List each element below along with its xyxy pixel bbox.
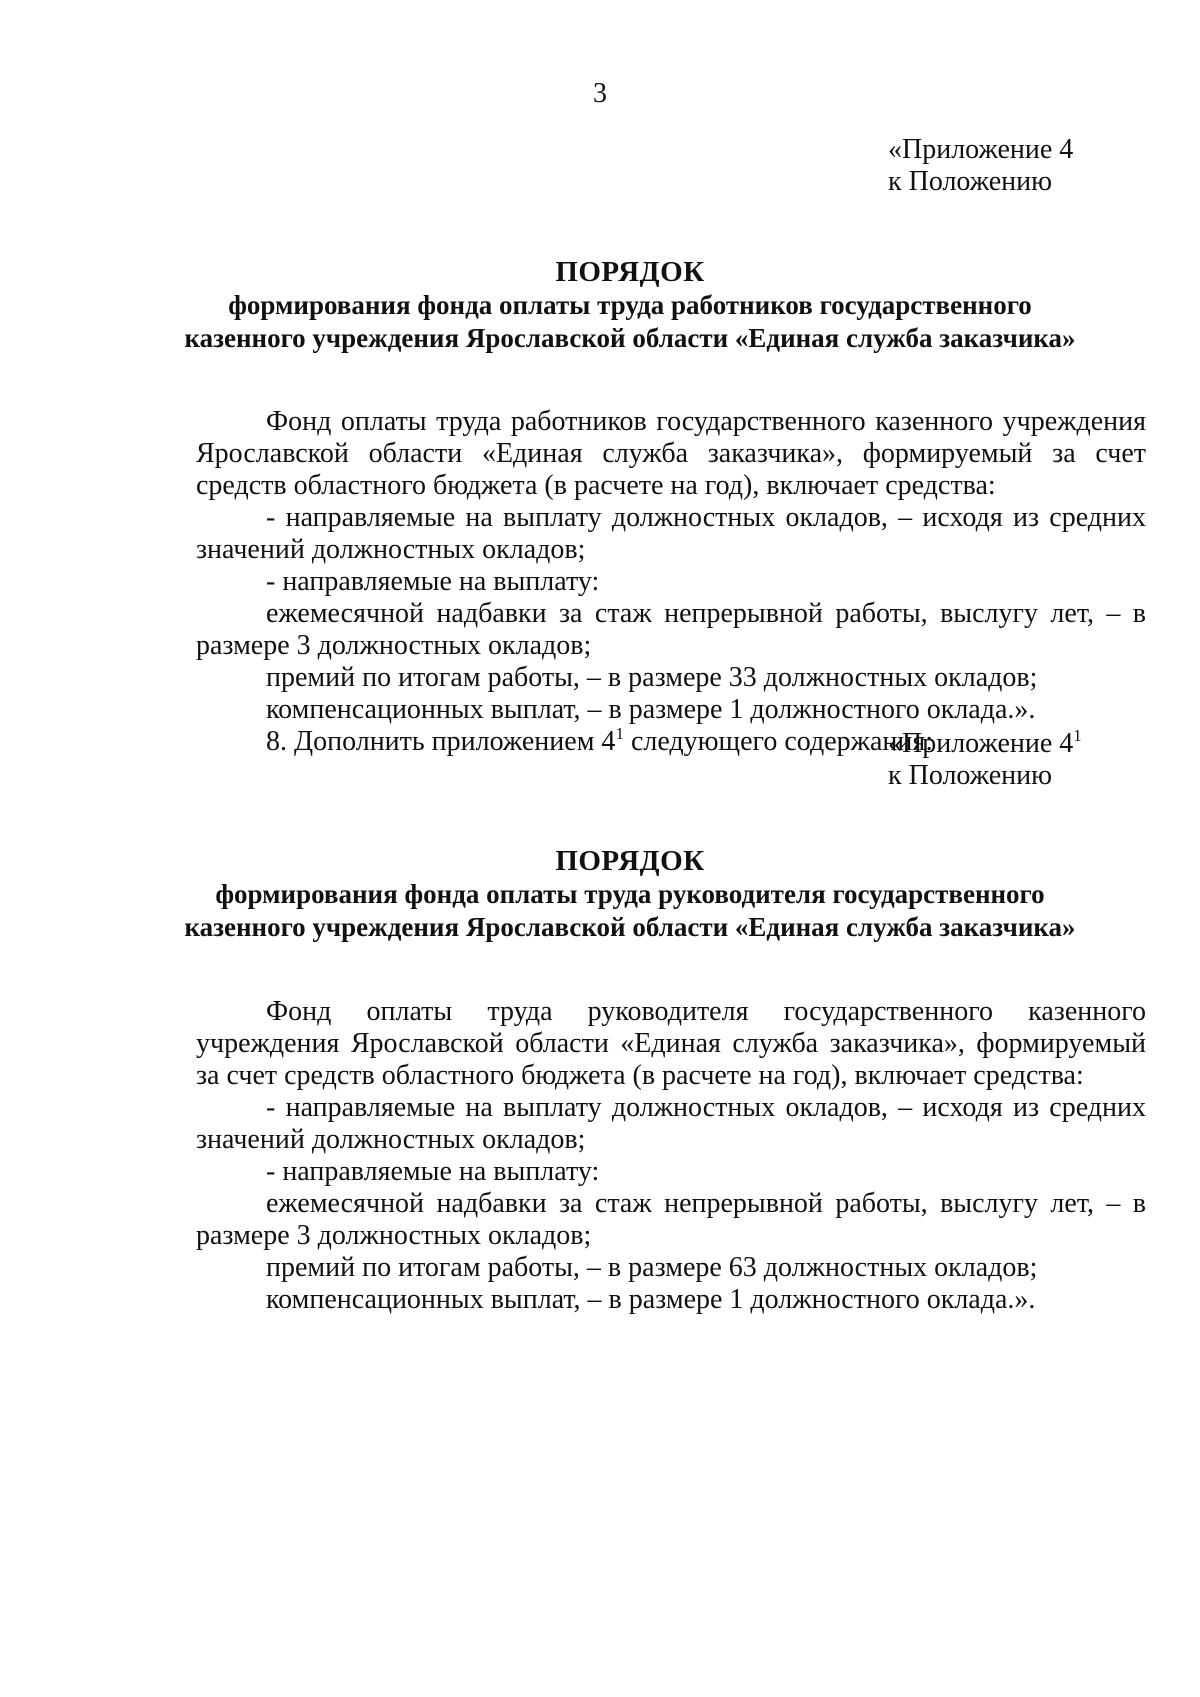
appendix-reference-text: «Приложение 4 <box>888 728 1074 759</box>
appendix-reference <box>888 134 1073 198</box>
paragraph: компенсационных выплат, – в размере 1 должностного оклада.». <box>266 1284 1036 1315</box>
section-title <box>0 845 1200 944</box>
section-heading: ПОРЯДОК <box>555 256 705 288</box>
paragraph: - направляемые на выплату: <box>266 1156 600 1187</box>
page-number: 3 <box>593 78 607 109</box>
paragraph: премий по итогам работы, – в размере 33 должностных окладов; <box>266 662 1038 693</box>
paragraph: Фонд оплаты труда руководителя государственного казенного учреждения Ярославской области «Единая служба заказчика», формируемый за счет средств областного бюджета (в расчете на год), включает средства: <box>196 996 1146 1091</box>
section-subtitle-line: формирования фонда оплаты труда работников государственного <box>228 290 1032 320</box>
paragraph: ежемесячной надбавки за стаж непрерывной работы, выслугу лет, – в размере 3 должностных окладов; <box>196 1188 1146 1251</box>
superscript: 1 <box>615 724 624 743</box>
paragraph: Фонд оплаты труда работников государственного казенного учреждения Ярославской области «Единая служба заказчика», формируемый за счет средств областного бюджета (в расчете на год), включает средства: <box>196 406 1146 501</box>
appendix-reference-line: к Положению <box>888 760 1053 791</box>
paragraph: - направляемые на выплату должностных окладов, – исходя из средних значений должностных окладов; <box>196 502 1146 565</box>
paragraph: - направляемые на выплату должностных окладов, – исходя из средних значений должностных окладов; <box>196 1092 1146 1155</box>
amendment-text: 8. Дополнить приложением 4 <box>266 726 616 757</box>
appendix-reference-line: «Приложение 4 <box>888 134 1074 165</box>
section-subtitle-line: формирования фонда оплаты труда руководителя государственного <box>215 879 1045 909</box>
superscript: 1 <box>1073 726 1082 745</box>
appendix-reference-line: к Положению <box>888 166 1053 197</box>
section-title <box>0 256 1200 355</box>
paragraph: ежемесячной надбавки за стаж непрерывной работы, выслугу лет, – в размере 3 должностных окладов; <box>196 598 1146 661</box>
appendix-reference <box>888 728 1082 792</box>
section-body <box>196 406 1146 758</box>
section-subtitle-line: казенного учреждения Ярославской области «Единая служба заказчика» <box>184 323 1076 353</box>
section-subtitle-line: казенного учреждения Ярославской области «Единая служба заказчика» <box>184 912 1076 942</box>
paragraph: - направляемые на выплату: <box>266 566 600 597</box>
section-heading: ПОРЯДОК <box>555 845 705 877</box>
paragraph: премий по итогам работы, – в размере 63 должностных окладов; <box>266 1252 1038 1283</box>
section-body <box>196 996 1146 1316</box>
appendix-reference-line <box>888 728 1082 760</box>
paragraph: компенсационных выплат, – в размере 1 должностного оклада.». <box>266 694 1036 725</box>
amendment-text: следующего содержания: <box>630 726 934 757</box>
